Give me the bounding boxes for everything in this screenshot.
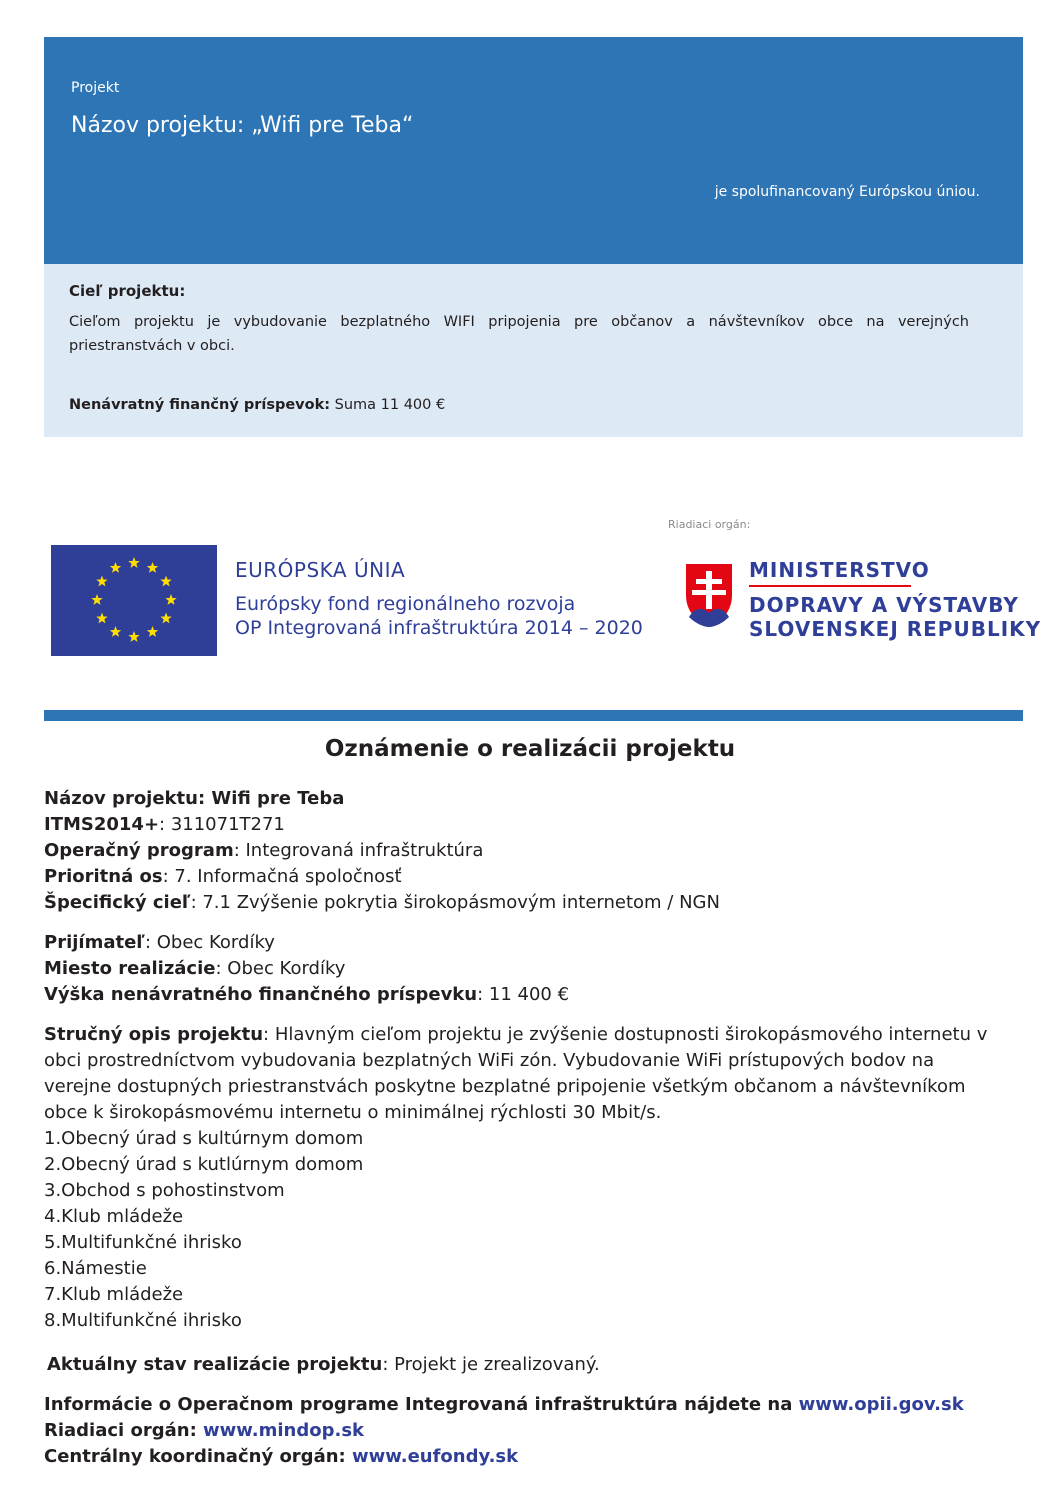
place-value: : Obec Kordíky [215, 958, 346, 979]
info-row [44, 1392, 1004, 1418]
mindop-link[interactable]: www.mindop.sk [203, 1420, 365, 1441]
description-label: Stručný opis projektu [44, 1024, 264, 1045]
recipient-row [44, 930, 1004, 956]
recipient-value: : Obec Kordíky [144, 932, 275, 953]
status-row [44, 1352, 1004, 1378]
description-value: : Hlavným cieľom projektu je zvýšenie dostupnosti širokopásmového internetu v obci prostredníctvom vybudovania bezplatných WiFi zón. Vybudovanie WiFi prístupových bodov na verejne dostupných priestranstvách poskytne bezplatné pripojenie všetkým občanom a návštevníkom obce k širokopásmovému internetu o minimálnej rýchlosti 30 Mbit/s. [44, 1024, 988, 1123]
itms-label: ITMS2014+ [44, 814, 160, 835]
central-row [44, 1444, 1004, 1470]
ministry-red-rule [749, 585, 911, 587]
eu-program-name: OP Integrovaná infraštruktúra 2014 – 2020 [235, 617, 643, 639]
list-item: 7.Klub mládeže [44, 1284, 184, 1305]
managing-text: Riadiaci orgán: [44, 1420, 204, 1441]
info-text: Informácie o Operačnom programe Integrovaná infraštruktúra nájdete na [44, 1394, 799, 1415]
place-row [44, 956, 1004, 982]
banner-kicker: Projekt [71, 80, 120, 96]
banner-cofinanced-text: je spolufinancovaný Európskou úniou. [714, 184, 980, 200]
list-item: 8.Multifunkčné ihrisko [44, 1310, 242, 1331]
goal-text: Cieľom projektu je vybudovanie bezplatného WIFI pripojenia pre občanov a návštevníkov obce na verejných priestranstvách v obci. [69, 314, 969, 354]
grant-amount [69, 397, 445, 413]
ministry-line-1: MINISTERSTVO [749, 558, 930, 582]
goal-heading: Cieľ projektu: [69, 282, 186, 300]
grant-value: Suma 11 400 € [330, 397, 446, 413]
eu-fund-name: Európsky fond regionálneho rozvoja [235, 593, 576, 615]
program-row [44, 838, 1004, 864]
axis-label: Prioritná os [44, 866, 163, 887]
specific-goal-value: : 7.1 Zvýšenie pokrytia širokopásmovým internetom / NGN [190, 892, 720, 913]
ministry-line-3: SLOVENSKEJ REPUBLIKY [749, 617, 1042, 641]
project-name-row [44, 786, 1004, 812]
location-list [44, 1126, 1004, 1334]
place-label: Miesto realizácie [44, 958, 216, 979]
itms-row [44, 812, 1004, 838]
specific-goal-label: Špecifický cieľ [44, 892, 191, 913]
amount-value: : 11 400 € [477, 984, 570, 1005]
recipient-label: Prijímateľ [44, 932, 145, 953]
list-item: 3.Obchod s pohostinstvom [44, 1180, 285, 1201]
list-item: 6.Námestie [44, 1258, 147, 1279]
list-item: 2.Obecný úrad s kutlúrnym domom [44, 1154, 364, 1175]
project-name: Názov projektu: Wifi pre Teba [44, 788, 345, 809]
itms-value: : 311071T271 [159, 814, 285, 835]
axis-value: : 7. Informačná spoločnosť [162, 866, 402, 887]
section-divider-bar [44, 710, 1023, 721]
list-item: 5.Multifunkčné ihrisko [44, 1232, 242, 1253]
list-item: 4.Klub mládeže [44, 1206, 184, 1227]
program-value: : Integrovaná infraštruktúra [233, 840, 484, 861]
eufondy-link[interactable]: www.eufondy.sk [352, 1446, 519, 1467]
banner-project-title: Názov projektu: „Wifi pre Teba“ [71, 113, 414, 138]
specific-goal-row [44, 890, 1004, 916]
notice-heading: Oznámenie o realizácii projektu [324, 736, 736, 762]
description-row [44, 1022, 994, 1126]
status-label: Aktuálny stav realizácie projektu [47, 1354, 383, 1375]
amount-label: Výška nenávratného finančného príspevku [44, 984, 478, 1005]
notice-body [44, 786, 1004, 1470]
status-value: : Projekt je zrealizovaný. [382, 1354, 600, 1375]
managing-row [44, 1418, 1004, 1444]
managing-authority-label: Riadiaci orgán: [668, 518, 751, 531]
central-text: Centrálny koordinačný orgán: [44, 1446, 352, 1467]
eu-name: EURÓPSKA ÚNIA [235, 558, 406, 582]
slovak-coat-of-arms-icon [683, 561, 735, 629]
eu-flag-icon [51, 545, 217, 656]
opii-link[interactable]: www.opii.gov.sk [798, 1394, 964, 1415]
ministry-line-2: DOPRAVY A VÝSTAVBY [749, 593, 1019, 617]
project-goal-box [44, 264, 1023, 437]
grant-label: Nenávratný finančný príspevok: [69, 397, 331, 413]
program-label: Operačný program [44, 840, 234, 861]
ministry-logo-text [749, 558, 1041, 641]
project-banner [44, 37, 1023, 264]
axis-row [44, 864, 1004, 890]
list-item: 1.Obecný úrad s kultúrnym domom [44, 1128, 364, 1149]
amount-row [44, 982, 1004, 1008]
eu-logo-text [235, 558, 643, 640]
